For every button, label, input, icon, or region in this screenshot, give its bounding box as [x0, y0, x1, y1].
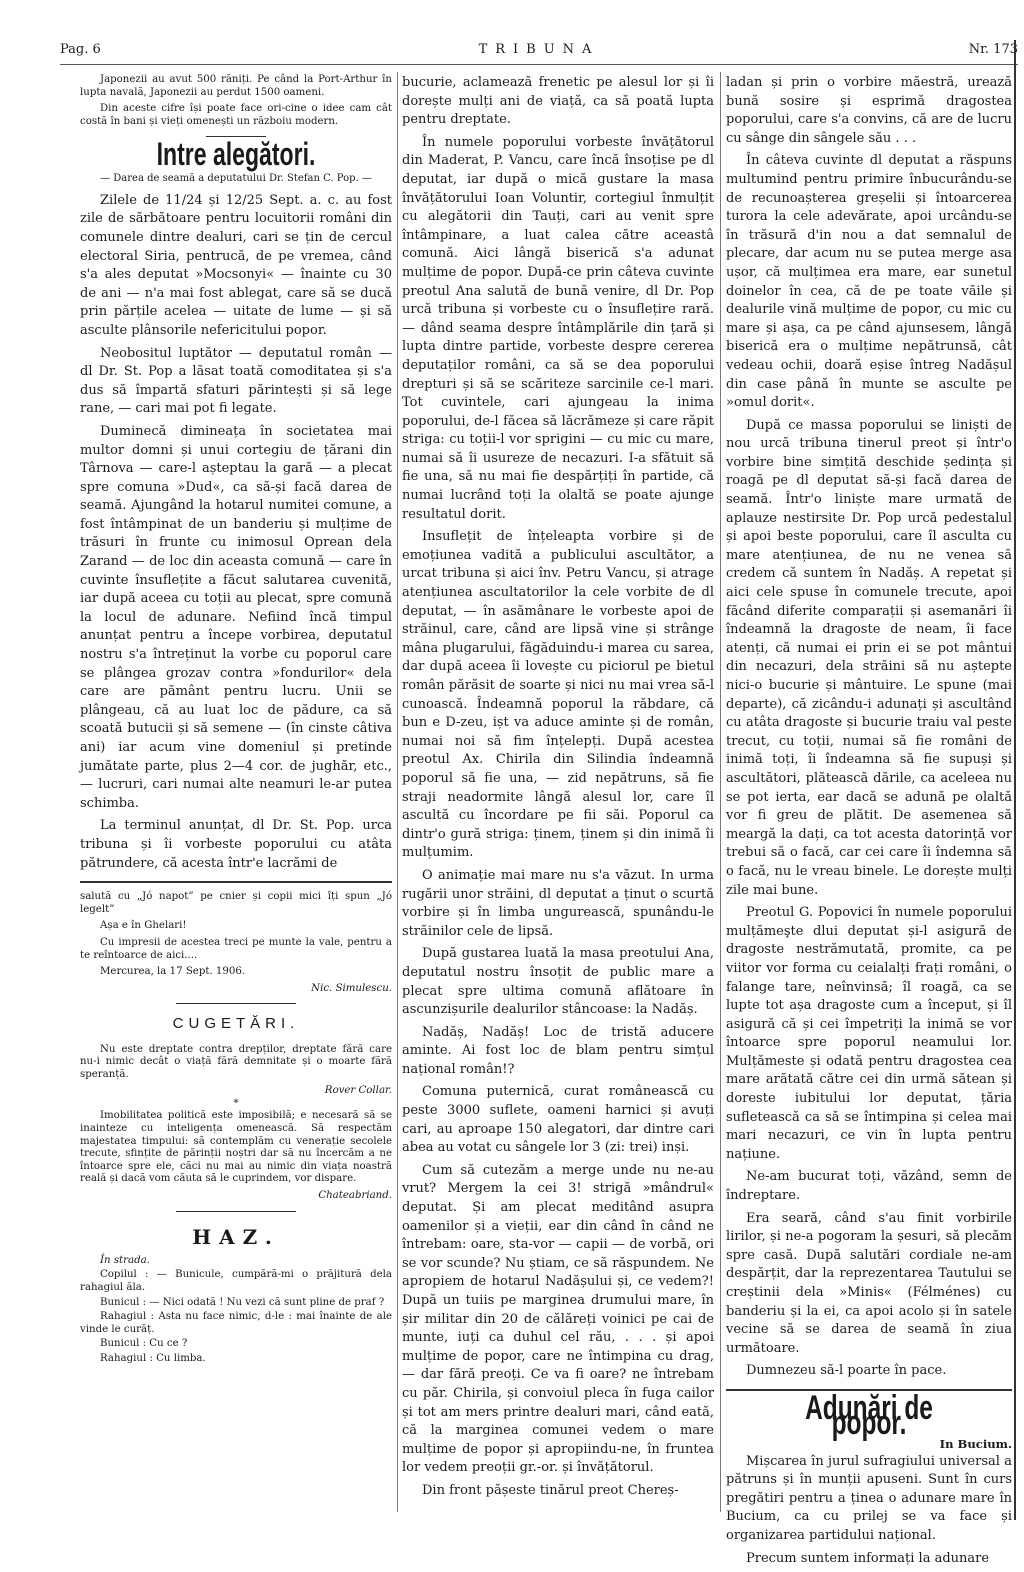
- letter-ending: [80, 891, 392, 995]
- signature: Chateabriand.: [318, 1190, 392, 1202]
- signature: Rover Collar.: [324, 1085, 392, 1097]
- article-body: [80, 192, 392, 873]
- date-line: Mercurea, la 17 Sept. 1906.: [100, 966, 246, 978]
- paragraph: salută cu „Jó napot” pe cnier și copii mici îți spun „Jó legelt”: [80, 891, 392, 915]
- paragraph: Japonezii au avut 500 răniți. Pe când la Port-Arthur în lupta navală, Japonezii au perdut 1500 oameni.: [80, 74, 392, 98]
- haz-title: HAZ.: [192, 1224, 280, 1249]
- issue-number: Nr. 173: [968, 42, 1018, 57]
- paragraph: Comuna puternică, curat românească cu peste 3000 suflete, oameni harnici și avuți cari, au aproape 150 alegatori, dar dintre cari abea au votat cu sângele lor 3 (zi: trei) inși.: [402, 1084, 714, 1156]
- paragraph: Dumnezeu să-l poarte în pace.: [746, 1363, 947, 1379]
- section-title: Intre alegători.: [156, 136, 316, 173]
- paragraph: Din aceste cifre își poate face ori-cine o idee cam cât costă în bani și vieți omenești un războiu modern.: [80, 103, 392, 127]
- column-3: [726, 74, 1012, 1572]
- haz-body: [80, 1255, 392, 1366]
- section-subtitle: — Darea de seamă a deputatului Dr. Stefan C. Pop. —: [100, 172, 372, 184]
- place-heading: In Bucium.: [939, 1437, 1012, 1452]
- paragraph: Imobilitatea politică este imposibilă; e necesară să se inainteze cu inteligența omenească. Să respectăm majestatea timpului: să contemplăm cu venerație secolele trecute, sfințite de părinții noștri dar să nu încercăm a ne întoarce spre ele, căci nu mai au nimic din viața noastră reală și dacă vom căuta să le cuprindem, vor dispare.: [80, 1110, 392, 1185]
- dialog-line: Rahagiul : Asta nu face nimic, d-le : mai înainte de ale vinde le curăț.: [80, 1311, 392, 1335]
- divider: [176, 1211, 296, 1212]
- paragraph: Cum să cutezăm a merge unde nu ne-au vrut? Mergem la cei 3! strigă »mândrul« deputat. Și am plecat meditând asupra oamenilor și a vieții, ear din când în când ne întrebam: oare, sta-vor — capii — de vorbă, ori se vor scunde? Nu știam, ce să răspundem. Ne apropiem de hotarul Nadășului și, ce vedem?! După un tuiis pe marginea drumului mare, în șir militar din 20 de călăreți voinici pe cai de munte, iuți ca duhul cel rău, . . . și apoi mulțime de popor, care ne întimpina cu drag, — dar fără preoți. Ce va fi oare? ne întrebam cu păr. Chirila, și convoiul pleca în fuga cailor și tot am mers printre dealuri mari, când eată, că la marginea comunei vedem o mare mulțime de popor și apropiindu-ne, în fruntea lor vedem preoții gr.-or. și învățătorul.: [402, 1162, 714, 1476]
- page-header: [60, 38, 1018, 65]
- separator-star: *: [233, 1097, 239, 1109]
- column-2: [402, 74, 714, 1505]
- paragraph: Duminecă dimineața în societatea mai multor domni și unui cortegiu de țărani din Târnova — care-l așteptau la gară — a plecat spre comuna »Dud«, ca să-și facă darea de seamă. Ajungând la hotarul numitei comune, a fost întâmpinat de un banderiu și mulțime de trăsuri în frunte cu inimosul Oprean dela Zarand — de loc din aceasta comună — care în cuvinte însuflețite a făcut salutarea cuvenită, iar după aceea cu toții au plecat, spre comună la locul de adunare. Nefiind încă timpul anunțat pentru a începe vorbirea, deputatul nostru s'a întreținut la vorbe cu poporul care se plângea grozav contra »fondurilor« dela care are pământ pentru lucru. Unii se plângeau, că au luat loc de pădure, ca să scoată butucii și să semene — (în cinste câtiva ani) iar acum vine domeniul și pretinde jumătate parte, plus 2—4 cor. de jughăr, etc., — lucruri, cari numai alte neamuri le-ar putea schimba.: [80, 423, 392, 811]
- haz-subtitle: În strada.: [100, 1254, 150, 1266]
- dialog-line: Bunicul : — Nici odată ! Nu vezi că sunt pline de praf ?: [100, 1296, 385, 1308]
- newspaper-title: TRIBUNA: [478, 42, 600, 57]
- paragraph: Era seară, când s'au finit vorbirile lirilor, și ne-a pogoram la șesuri, să plecăm spre casă. După salutări cordiale ne-am despărțit, dar la reprezentarea Tautului se creștinii dela »Minis« (Félménes) cu banderiu și la ei, ca apoi acolo și în satele vecine să se darea de seamă în ziua următoare.: [726, 1210, 1012, 1356]
- paragraph: După gustarea luată la masa preotului Ana, deputatul nostru însoțit de public mare a plecat spre ultima comună aflătoare în ascunzișurile dealurilor stâncoase: la Nadăș.: [402, 946, 714, 1018]
- cugetari-title: CUGETĂRI.: [172, 1015, 300, 1033]
- paragraph: După ce massa poporului se liniști de nou urcă tribuna tinerul preot și într'o vorbire bine simțită deschide ședința și roagă pe dl deputat să-și facă darea de seamă. Într'o liniște mare urmată de aplauze nestirsite Dr. Pop urcă pedestalul și apoi beste poporului, care îl asculta cu mare atențiunea, de nu ne venea să credem că suntem în Nadăș. A repetat și aici cele spuse în comunele trecute, apoi făcând diferite comparații și asemanări îi îndeamnă la dragoste de neam, îi face atenți, că numai ei prin ei se pot mântui din necazuri, dela străini să nu aștepte nici-o bucurie și mântuire. Le spune (mai departe), că zicându-i adunați și ascultând cu atâta dragoste și bucurie traiu val peste trecut, cu toții, numai să fie români de inimă toți, îi îndeamna să fie supuși și ascultători, plătească dările, ca aceleea nu se pot ierta, ear dacă se adună pe olaltă vor fi greu de plătit. De asemenea să meargă la dați, ca tot acesta datorință vor trebui să o facă, car cei care îi îndemna să o facă, nu le vreau binele. Le dorește mulți zile mai bune.: [726, 417, 1012, 898]
- paragraph: În câteva cuvinte dl deputat a răspuns multumind pentru primire înbucurându-se de recunoașterea greșelii și întoarcerea turora la cele adevărate, apoi urcându-se în trăsură d'in nou a dat semnalul de plecare, dar acum nu se putea merge asa ușor, că mulțimea era mare, ear sunetul doinelor în cea, că de pe toate văile și dealurile vină mulțime de popor, cu mic cu mare și așa, ca pe când ajunsesem, lângă biserică era o mulțime nepătrunsă, cât vedeau ochii, doară eșise întreg Nadășul din case până în munte se asculte pe »omul dorit«.: [726, 153, 1012, 411]
- column-1: [80, 74, 392, 1368]
- paragraph: Insuflețit de înțeleapta vorbire și de emoțiunea vadită a publicului ascultător, a urcat tribuna și aici înv. Petru Vancu, și atrage atențiunea ascultatorilor la cele vorbite de dl deputat, — în asămânare le vorbeste apoi de străinul, care, când are lipsă vine și strânge mâna plugarului, făgăduindu-i marea cu sarea, dar după aceea îi lovește cu piciorul pe bietul român părăsit de soarte și nici nu mai vrea să-l cunoască. Îndeamnă poporul la răbdare, că bun e D-zeu, ișt va aduce aminte și de român, numai noi să fim înțelepți. După acestea preotul Ax. Chirila din Silindia îndeamnă poporul să fie una, — zid nepătruns, să fie straji neadormite lângă alesul lor, care îl ascultă cu încordare pe fii săi. Poporul ca dintr'o gură striga: ținem, ținem și din inimă îi mulțumim.: [402, 529, 714, 861]
- paragraph: Cu impresii de acestea treci pe munte la vale, pentru a te reîntoarce de aici....: [80, 936, 392, 961]
- divider: [80, 881, 392, 883]
- dialog-line: Copilul : — Bunicule, cumpără-mi o prăjitură dela rahagiul ăla.: [80, 1269, 392, 1294]
- paragraph: La terminul anunțat, dl Dr. St. Pop. urca tribuna și îi vorbeste poporului cu atâta pătrundere, că acesta într'e lacrămi de: [80, 818, 392, 871]
- paragraph: bucurie, aclamează frenetic pe alesul lor și îi dorește mulți ani de viață, ca să poată lupta pentru dreptate.: [402, 75, 714, 128]
- section-title: Adunări de popor.: [805, 1388, 933, 1443]
- paragraph: Nadăș, Nadăș! Loc de tristă aducere aminte. Ai fost loc de blam pentru simțul național român!?: [402, 1024, 714, 1077]
- paragraph: O animație mai mare nu s'a văzut. In urma rugării unor străini, dl deputat a ținut o scurtă vorbire și în limba ungurească, spunându-le străinilor cele de lipsă.: [402, 867, 714, 939]
- signature: Nic. Simulescu.: [311, 982, 392, 994]
- paragraph: Așa e în Ghelari!: [100, 920, 187, 932]
- column-divider: [397, 72, 398, 1512]
- news-intro: [80, 74, 392, 128]
- paragraph: Zilele de 11/24 și 12/25 Sept. a. c. au fost zile de sărbătoare pentru locuitorii români din comunele dintre dealuri, cari se țin de cercul electoral Siria, pentrucă, de pe vremea, când s'a ales deputat »Mocsonyi« — înainte cu 30 de ani — n'a mai fost ablegat, care să se ducă prin părțile acelea — uitate de lume — și să asculte plânsorile nefericitului popor.: [80, 192, 392, 338]
- paragraph: Precum suntem informați la adunare: [746, 1550, 990, 1566]
- paragraph: Preotul G. Popovici în numele poporului mulțămeşte dlui deputat și-l asigură de dragoste nestrămutată, promite, ca pe viitor vor forma cu ceialalți frați români, o falange tare, neînvinsă; îl roagă, ca se lupte tot așa dragoste cum a început, și îl asigură că și cei împetriți la inimă se vor întoarce spre poporul neamului lor. Mulțămeste și odată pentru dragostea cea mare arătată către cei din urmă sătean și doreste iubitului lor deputat, țăria sufletească ca să se întimpina și celea mai mari necazuri, ce vin în lupta pentru națiune.: [726, 905, 1012, 1162]
- paragraph: ladan și prin o vorbire măestră, urează bună sosire și esprimă dragostea poporului, care s'a convins, că are de lucru cu sânge din sângele său . . .: [726, 75, 1012, 146]
- paragraph: Neobositul luptător — deputatul român — dl Dr. St. Pop a lăsat toată comoditatea și s'a dus să împartă sfaturi părintești și să lege rane, — cari mai pot fi legate.: [80, 345, 392, 417]
- paragraph: Din front pășeste tinărul preot Chereș-: [422, 1482, 679, 1498]
- divider: [176, 1003, 296, 1004]
- paragraph: Ne-am bucurat toți, văzând, semn de îndreptare.: [726, 1169, 1012, 1204]
- paragraph: Nu este dreptate contra drepților, dreptate fără care nu-i nimic decât o viață fără demnitate și o moarte fără speranță.: [80, 1043, 392, 1080]
- dialog-line: Bunicul : Cu ce ?: [100, 1338, 188, 1350]
- page-edge: [1014, 40, 1016, 1520]
- column-divider: [720, 72, 721, 1512]
- paragraph: În numele poporului vorbeste învățătorul din Maderat, P. Vancu, care încă însoțise pe dl deputat, iar după o mică gustare la masa învățătorului Ioan Voluntir, cortegiul înmulțit cu alegătorii din Tauți, cari au venit spre întâmpinare, a luat calea către aceastâ comună. Aici lângă biserică s'a adunat mulțime de popor. După-ce prin câteva cuvinte preotul Ana salută de bună venire, dl Dr. Pop urcă tribuna și vorbeste cu o însuflețire rară. — dând seama despre întâmplările din țară și lupta dintre partide, vorbeste despre cererea deputaților români, ca să se dea poporului drepturi și să se scăriteze sarcinile ce-l mari. Tot cuvintele, cari ajungeau la inima poporului, de-l făcea să lăcrămeze și care răpit striga: cu toții-l vor sprigini — cu mic cu mare, numai să îi usureze de necazuri. I-a sfătuit să fie una, să nu mai fie despărțiți în partide, că numai lucrând toți la olaltă se poate ajunge resultatul dorit.: [402, 134, 714, 522]
- cugetari-body: [80, 1044, 392, 1203]
- dialog-line: Rahagiul : Cu limba.: [100, 1353, 206, 1364]
- page-number: Pag. 6: [60, 42, 101, 57]
- paragraph: Mișcarea în jurul sufragiului universal a pătruns și în munții apuseni. Sunt în curs pregătiri pentru a ținea o adunare mare în Bucium, ca cu prilej se va face și organizarea partidului național.: [726, 1453, 1012, 1543]
